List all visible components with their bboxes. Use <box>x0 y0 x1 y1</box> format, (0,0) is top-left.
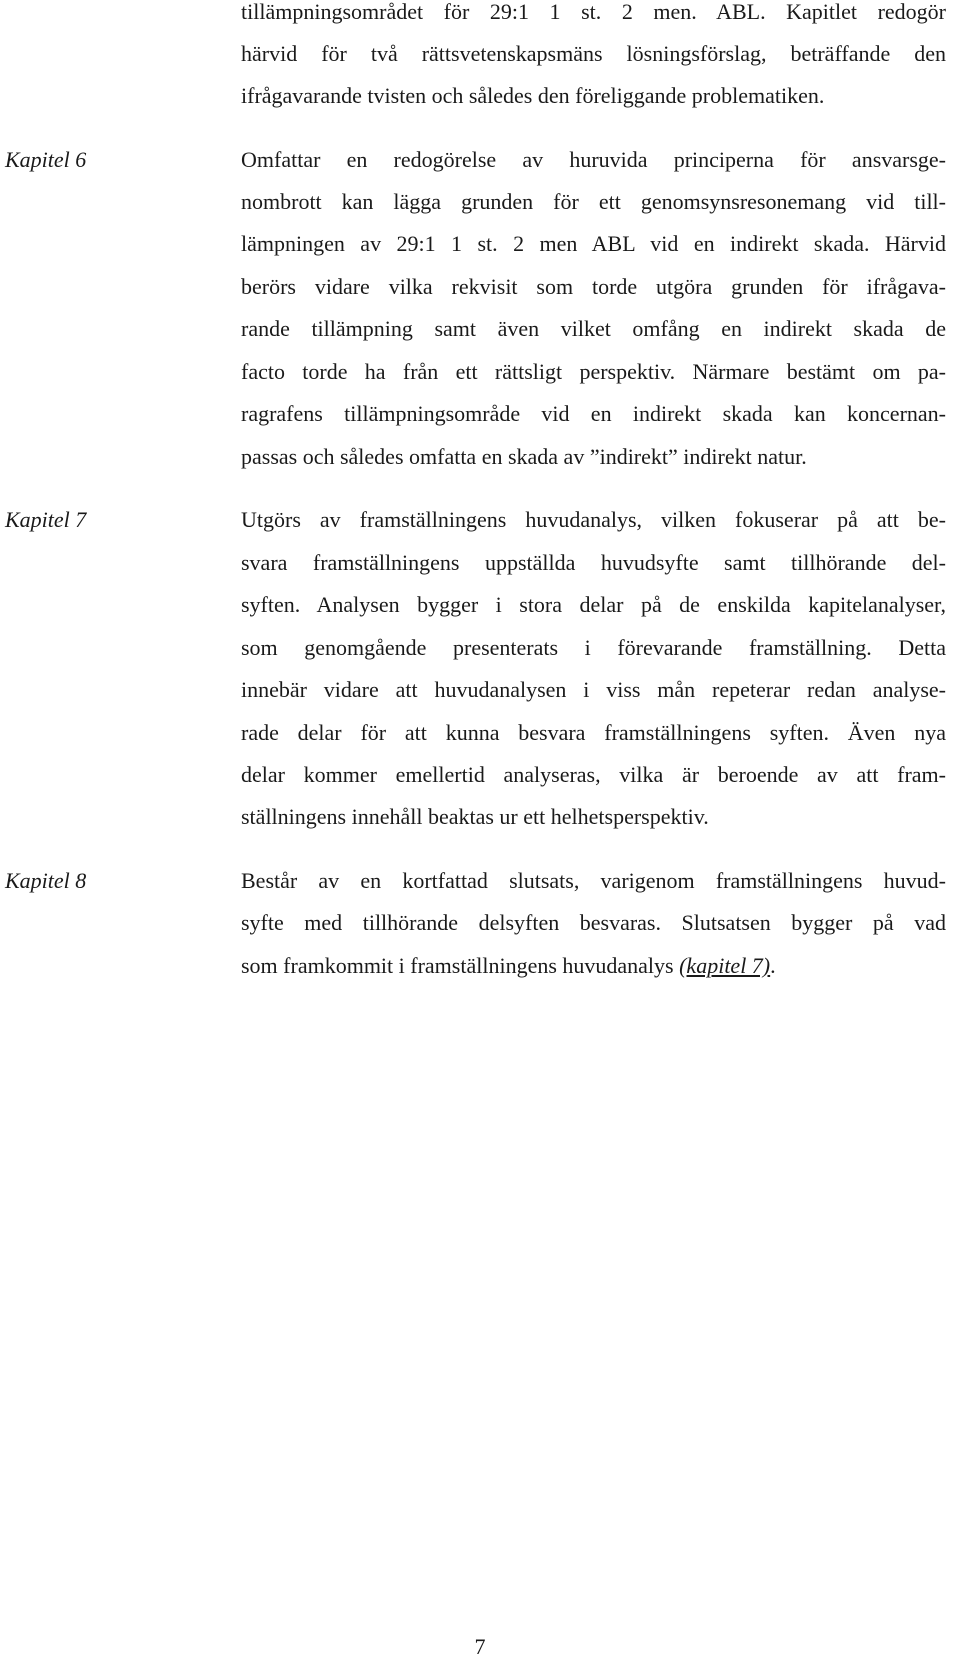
chapter-8-final-punct: . <box>770 953 776 978</box>
chapter-7-line: svara framställningens uppställda huvudsyfte samt tillhörande del- <box>241 550 946 575</box>
intro-line: tillämpningsområdet för 29:1 1 st. 2 men. ABL. Kapitlet redogör <box>241 0 946 24</box>
chapter-6-line: Omfattar en redogörelse av huruvida principerna för ansvarsge- <box>241 147 946 172</box>
chapter-label-6: Kapitel 6 <box>5 147 87 172</box>
chapter-6-line: ragrafens tillämpningsområde vid en indirekt skada kan koncernan- <box>241 401 946 426</box>
chapter-7-line: som genomgående presenterats i förevarande framställning. Detta <box>241 635 946 660</box>
chapter-label-7: Kapitel 7 <box>5 507 87 532</box>
chapter-reference-link: (kapitel 7) <box>679 953 771 978</box>
chapter-6-line: nombrott kan lägga grunden för ett genomsynsresonemang vid till- <box>241 189 946 214</box>
chapter-8-final-text: som framkommit i framställningens huvudanalys <box>241 953 680 978</box>
chapter-7-line: innebär vidare att huvudanalysen i viss mån repeterar redan analyse- <box>241 677 946 702</box>
chapter-6-line: passas och således omfatta en skada av ”indirekt” indirekt natur. <box>241 444 807 469</box>
chapter-label-8: Kapitel 8 <box>5 868 87 893</box>
intro-line: härvid för två rättsvetenskapsmäns lösningsförslag, beträffande den <box>241 41 946 66</box>
chapter-8-line: syfte med tillhörande delsyften besvaras. Slutsatsen bygger på vad <box>241 910 946 935</box>
chapter-7-line: syften. Analysen bygger i stora delar på de enskilda kapitelanalyser, <box>241 592 946 617</box>
chapter-6-line: lämpningen av 29:1 1 st. 2 men ABL vid en indirekt skada. Härvid <box>241 231 946 256</box>
chapter-8-line: Består av en kortfattad slutsats, varigenom framställningens huvud- <box>241 868 946 893</box>
chapter-6-line: rande tillämpning samt även vilket omfång en indirekt skada de <box>241 316 946 341</box>
page-number: 7 <box>474 1634 486 1659</box>
chapter-7-line: rade delar för att kunna besvara framställningens syften. Även nya <box>241 720 946 745</box>
chapter-7-line: Utgörs av framställningens huvudanalys, vilken fokuserar på att be- <box>241 507 946 532</box>
chapter-7-line: ställningens innehåll beaktas ur ett helhetsperspektiv. <box>241 804 709 829</box>
chapter-7-line: delar kommer emellertid analyseras, vilka är beroende av att fram- <box>241 762 946 787</box>
intro-line: ifrågavarande tvisten och således den föreliggande problematiken. <box>241 83 825 108</box>
chapter-8-final-line <box>241 951 946 981</box>
chapter-6-line: berörs vidare vilka rekvisit som torde utgöra grunden för ifrågava- <box>241 274 946 299</box>
chapter-6-line: facto torde ha från ett rättsligt perspektiv. Närmare bestämt om pa- <box>241 359 946 384</box>
